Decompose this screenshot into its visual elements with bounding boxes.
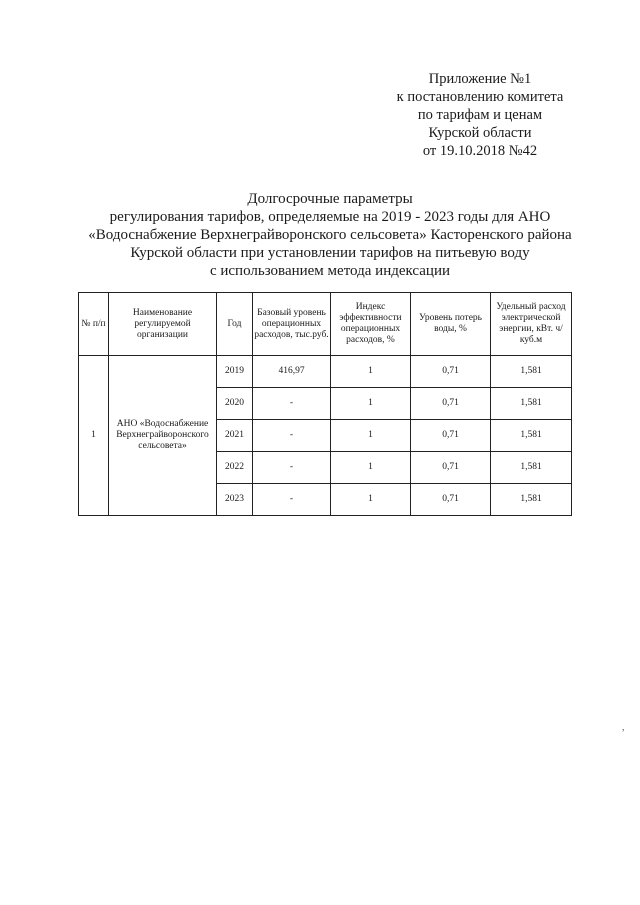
title-line: с использованием метода индексации [209,263,451,279]
header-base: Базовый уровень операционных расходов, тыс.руб. [253,293,331,356]
organization-name: АНО «Водоснабжение Верхнеграйворонского сельсовета» [109,356,217,516]
cell-index: 1 [331,388,411,420]
appendix-line: Приложение №1 [428,71,532,87]
cell-loss: 0,71 [411,388,491,420]
table-row [79,356,572,388]
cell-base: 416,97 [253,356,331,388]
cell-energy: 1,581 [491,452,572,484]
title-line: регулирования тарифов, определяемые на 2019 - 2023 годы для АНО [109,209,551,225]
cell-year: 2019 [217,356,253,388]
cell-energy: 1,581 [491,356,572,388]
cell-year: 2022 [217,452,253,484]
header-org: Наименование регулируемой организации [109,293,217,356]
cell-index: 1 [331,484,411,516]
header-year: Год [217,293,253,356]
appendix-line: от 19.10.2018 №42 [422,143,538,159]
cell-energy: 1,581 [491,484,572,516]
cell-index: 1 [331,452,411,484]
table-header-row [79,293,572,356]
parameters-table [78,292,572,516]
cell-loss: 0,71 [411,452,491,484]
cell-index: 1 [331,356,411,388]
title-line: «Водоснабжение Верхнеграйворонского сельсовета» Касторенского района [88,227,572,243]
cell-year: 2023 [217,484,253,516]
title-line: Курской области при установлении тарифов на питьевую воду [130,245,530,261]
cell-base: - [253,388,331,420]
cell-loss: 0,71 [411,356,491,388]
header-energy: Удельный расход электрической энергии, кВт. ч/куб.м [491,293,572,356]
header-num: № п/п [79,293,109,356]
document-title [60,190,600,280]
cell-year: 2021 [217,420,253,452]
cell-year: 2020 [217,388,253,420]
cell-energy: 1,581 [491,420,572,452]
cell-base: - [253,420,331,452]
appendix-line: по тарифам и ценам [417,107,543,123]
appendix-line: к постановлению комитета [396,89,564,105]
cell-index: 1 [331,420,411,452]
scan-speck: , [622,722,625,733]
cell-base: - [253,484,331,516]
cell-base: - [253,452,331,484]
row-number: 1 [79,356,109,516]
appendix-line: Курской области [428,125,532,141]
title-line: Долгосрочные параметры [247,191,413,207]
cell-loss: 0,71 [411,420,491,452]
cell-loss: 0,71 [411,484,491,516]
header-index: Индекс эффективности операционных расходов, % [331,293,411,356]
appendix-block [360,70,600,160]
header-loss: Уровень потерь воды, % [411,293,491,356]
cell-energy: 1,581 [491,388,572,420]
